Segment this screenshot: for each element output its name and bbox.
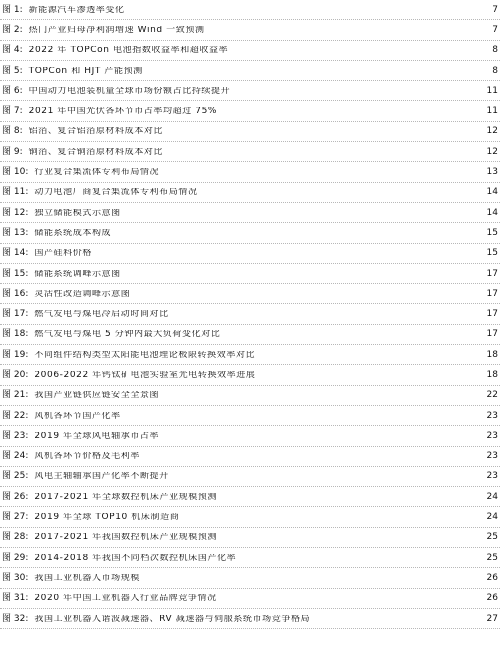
figure-title: 2017-2021 年我国数控机床产业规模预测 (34, 533, 218, 543)
page-number: 17 (486, 288, 498, 299)
figure-title: 铜箔、复合铜箔原材料成本对比 (28, 147, 164, 157)
page-number: 7 (492, 4, 498, 15)
figure-title: 新能源汽车渗透率变化 (28, 5, 125, 15)
figure-title: 2014-2018 年我国不同档次数控机床国产化率 (34, 553, 237, 563)
figure-label: 图 22: (2, 410, 29, 421)
toc-entry[interactable] (0, 507, 500, 527)
toc-entry[interactable] (0, 183, 500, 203)
toc-entry[interactable] (0, 345, 500, 365)
figure-title: 行业复合集流体专利布局情况 (34, 168, 160, 178)
page-number: 17 (486, 268, 498, 279)
page-number: 26 (486, 572, 498, 583)
page-number: 23 (486, 410, 498, 421)
figure-label: 图 6: (2, 85, 23, 96)
figure-title: 2022 年 TOPCon 电池指数收益率和超收益率 (28, 46, 229, 56)
page-number: 17 (486, 309, 498, 320)
toc-entry[interactable] (0, 528, 500, 548)
figure-title: 我国产业链供应链安全全景图 (34, 391, 160, 401)
page-number: 8 (492, 45, 498, 56)
figure-label: 图 21: (2, 390, 29, 401)
toc-entry[interactable] (0, 426, 500, 446)
toc-entry[interactable] (0, 447, 500, 467)
figure-label: 图 30: (2, 572, 29, 583)
figure-label: 图 9: (2, 146, 23, 157)
figure-label: 图 10: (2, 167, 29, 178)
figure-title: 2019 年全球风电轴承市占率 (34, 431, 160, 441)
page-number: 11 (486, 106, 498, 117)
toc-entry[interactable] (0, 548, 500, 568)
toc-entry[interactable] (0, 142, 500, 162)
figure-label: 图 32: (2, 613, 29, 624)
page-number: 12 (486, 146, 498, 157)
toc-entry[interactable] (0, 304, 500, 324)
figure-title: 2021 年中国光伏各环节市占率均超过 75% (28, 107, 218, 117)
toc-entry[interactable] (0, 81, 500, 101)
page-number: 14 (486, 207, 498, 218)
figure-title: 燃气发电与煤电冷启动时间对比 (34, 310, 169, 320)
figure-label: 图 23: (2, 430, 29, 441)
figure-title: 铝箔、复合铝箔原材料成本对比 (28, 127, 164, 137)
page-number: 25 (486, 552, 498, 563)
figure-title: 储能系统调峰示意图 (34, 269, 121, 279)
page-number: 24 (486, 491, 498, 502)
toc-entry[interactable] (0, 325, 500, 345)
figure-label: 图 17: (2, 309, 29, 320)
figure-label: 图 11: (2, 187, 29, 198)
page-number: 11 (486, 85, 498, 96)
page-number: 27 (486, 613, 498, 624)
page-number: 15 (486, 227, 498, 238)
figure-label: 图 18: (2, 329, 29, 340)
figure-label: 图 2: (2, 24, 23, 35)
figure-label: 图 29: (2, 552, 29, 563)
page-number: 23 (486, 451, 498, 462)
figure-title: 不同组件结构类型太阳能电池理论极限转换效率对比 (34, 350, 256, 360)
figure-title: 2020 年中国工业机器人行业品牌竞争情况 (34, 594, 217, 604)
figure-label: 图 8: (2, 126, 23, 137)
page-number: 18 (486, 369, 498, 380)
figure-title: 独立储能模式示意图 (34, 208, 121, 218)
page-number: 15 (486, 248, 498, 259)
toc-entry[interactable] (0, 244, 500, 264)
page-number: 13 (486, 167, 498, 178)
toc-entry[interactable] (0, 386, 500, 406)
figure-label: 图 28: (2, 532, 29, 543)
figure-label: 图 15: (2, 268, 29, 279)
figure-label: 图 19: (2, 349, 29, 360)
figure-title: TOPCon 和 HJT 产能预测 (28, 66, 143, 76)
toc-entry[interactable] (0, 20, 500, 40)
figure-label: 图 7: (2, 106, 23, 117)
toc-entry[interactable] (0, 487, 500, 507)
figure-title: 风机各环节国产化率 (34, 411, 121, 421)
toc-entry[interactable] (0, 365, 500, 385)
page-number: 8 (492, 65, 498, 76)
toc-entry[interactable] (0, 223, 500, 243)
figure-title: 储能系统成本构成 (34, 228, 112, 238)
figure-label: 图 20: (2, 369, 29, 380)
figure-label: 图 5: (2, 65, 23, 76)
toc-entry[interactable] (0, 284, 500, 304)
figure-title: 我国工业机器人市场规模 (34, 573, 140, 583)
figure-label: 图 16: (2, 288, 29, 299)
toc-entry[interactable] (0, 406, 500, 426)
toc-entry[interactable] (0, 122, 500, 142)
figure-title: 国产硅料价格 (34, 249, 92, 259)
figure-title: 热门产业归母净利润增速 Wind 一致预测 (28, 25, 205, 35)
toc-entry[interactable] (0, 61, 500, 81)
page-number: 26 (486, 593, 498, 604)
figure-title: 2019 年全球 TOP10 机床制造商 (34, 513, 180, 523)
toc-entry[interactable] (0, 101, 500, 121)
figure-label: 图 26: (2, 491, 29, 502)
figure-label: 图 31: (2, 593, 29, 604)
page-number: 25 (486, 532, 498, 543)
figure-title: 燃气发电与煤电 5 分钟内最大负荷变化对比 (34, 330, 221, 340)
figure-title: 风电主轴轴承国产化率不断提升 (34, 472, 169, 482)
toc-entry[interactable] (0, 467, 500, 487)
page-number: 7 (492, 24, 498, 35)
toc-entry[interactable] (0, 0, 500, 20)
page-number: 17 (486, 329, 498, 340)
page-number: 18 (486, 349, 498, 360)
figure-label: 图 27: (2, 512, 29, 523)
figure-label: 图 13: (2, 227, 29, 238)
figure-label: 图 4: (2, 45, 23, 56)
figure-title: 2017-2021 年全球数控机床产业规模预测 (34, 492, 218, 502)
toc-entry[interactable] (0, 589, 500, 609)
page-number: 23 (486, 430, 498, 441)
toc-entry[interactable] (0, 264, 500, 284)
page-number: 23 (486, 471, 498, 482)
page-number: 24 (486, 512, 498, 523)
toc-entry[interactable] (0, 568, 500, 588)
figure-title: 风机各环节价格及毛利率 (34, 452, 140, 462)
figure-label: 图 14: (2, 248, 29, 259)
page-number: 12 (486, 126, 498, 137)
toc-entry[interactable] (0, 203, 500, 223)
figure-title: 我国工业机器人谐波减速器、RV 减速器与伺服系统市场竞争格局 (34, 614, 311, 624)
toc-entry[interactable] (0, 609, 500, 629)
page-number: 14 (486, 187, 498, 198)
figure-title: 中国动力电池装机量全球市场份额占比持续提升 (28, 86, 231, 96)
figure-label: 图 25: (2, 471, 29, 482)
figure-label: 图 12: (2, 207, 29, 218)
toc-entry[interactable] (0, 41, 500, 61)
toc-entry[interactable] (0, 162, 500, 182)
figure-label: 图 24: (2, 451, 29, 462)
figure-title: 动力电池厂商复合集流体专利布局情况 (34, 188, 198, 198)
figure-label: 图 1: (2, 4, 23, 15)
figure-title: 灵活性改造调峰示意图 (34, 289, 131, 299)
page-number: 22 (486, 390, 498, 401)
figure-title: 2006-2022 年钙钛矿电池实验室光电转换效率进展 (34, 370, 256, 380)
